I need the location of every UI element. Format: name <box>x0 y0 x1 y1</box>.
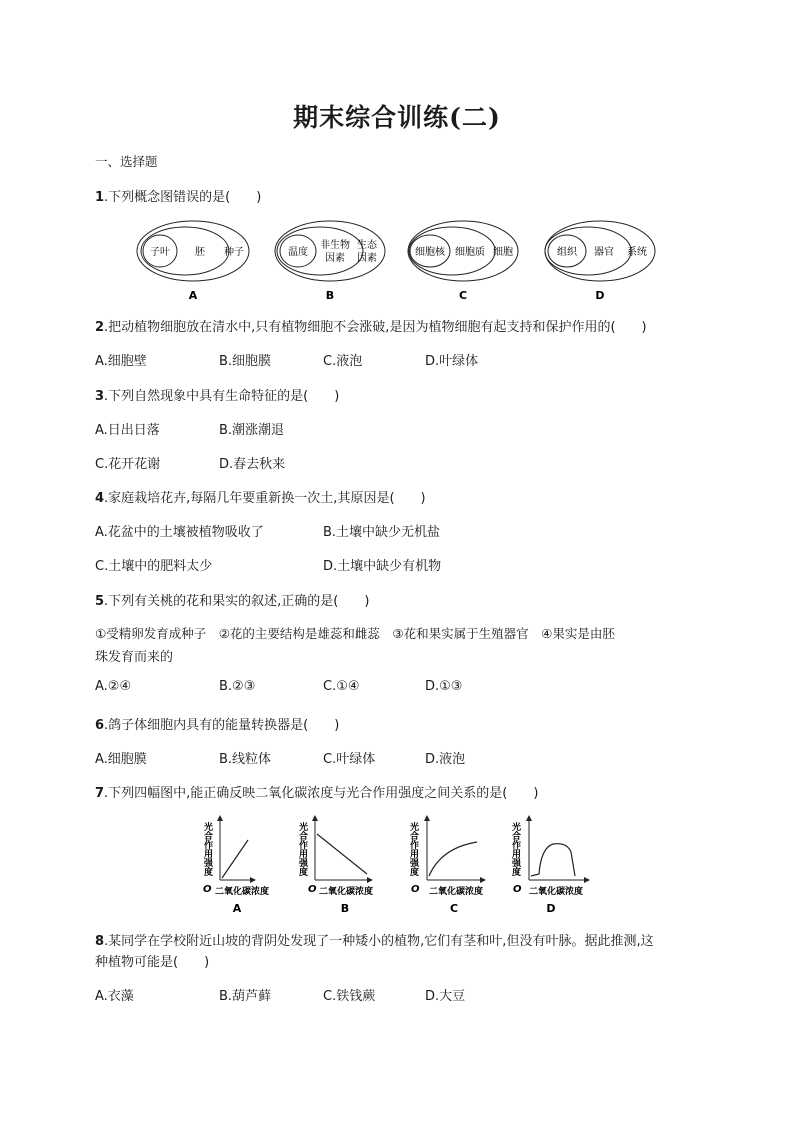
option-a[interactable]: A.衣藻 <box>95 989 134 1004</box>
option-d[interactable]: D.叶绿体 <box>425 354 479 369</box>
diagram-d-label: D <box>595 289 605 302</box>
question-text: .下列概念图错误的是( ) <box>104 190 262 205</box>
diagram-d-outer: 系统 <box>627 247 647 258</box>
graph-b <box>297 818 373 915</box>
question-number: 5 <box>95 594 105 609</box>
option-d[interactable]: D.土壤中缺少有机物 <box>323 559 442 574</box>
diagram-a-label: A <box>188 289 198 302</box>
option-c[interactable]: C.花开花谢 <box>95 457 161 472</box>
question-4 <box>95 487 426 506</box>
concept-diagram-d <box>545 221 655 302</box>
question-text: .下列四幅图中,能正确反映二氧化碳浓度与光合作用强度之间关系的是( ) <box>104 786 539 801</box>
question-number: 1 <box>95 190 105 205</box>
option-d[interactable]: D.①③ <box>425 679 463 694</box>
question-text: .鸽子体细胞内具有的能量转换器是( ) <box>104 718 340 733</box>
diagram-b-outer-line1: 生态 <box>357 240 377 251</box>
option-a[interactable]: A.日出日落 <box>95 423 160 438</box>
graph-a-ylabel: 光合作用强度 <box>202 822 212 876</box>
option-a[interactable]: A.②④ <box>95 679 132 694</box>
graph-c <box>408 818 483 915</box>
diagram-c-middle: 细胞质 <box>455 247 485 258</box>
graph-a-xlabel: 二氧化碳浓度 <box>215 887 270 897</box>
diagram-c-outer: 细胞 <box>493 247 513 258</box>
option-a[interactable]: A.花盆中的土壤被植物吸收了 <box>95 525 264 540</box>
graph-b-xlabel: 二氧化碳浓度 <box>319 887 374 897</box>
graph-b-origin: O <box>308 884 317 895</box>
question-8-line-2: 种植物可能是( ) <box>95 955 210 970</box>
option-b[interactable]: B.土壤中缺少无机盐 <box>323 525 441 540</box>
option-d[interactable]: D.液泡 <box>425 752 466 767</box>
question-number: 8 <box>95 934 105 949</box>
question-2 <box>95 316 647 335</box>
graph-c-xlabel: 二氧化碳浓度 <box>429 887 484 897</box>
option-c[interactable]: C.土壤中的肥料太少 <box>95 559 213 574</box>
question-1 <box>95 186 261 205</box>
graph-d-xlabel: 二氧化碳浓度 <box>529 887 584 897</box>
diagram-b-outer-line2: 因素 <box>357 253 377 264</box>
option-a[interactable]: A.细胞壁 <box>95 354 147 369</box>
option-d[interactable]: D.大豆 <box>425 989 466 1004</box>
graph-a-origin: O <box>203 884 212 895</box>
option-b[interactable]: B.细胞膜 <box>219 354 272 369</box>
question-text: .下列有关桃的花和果实的叙述,正确的是( ) <box>104 594 370 609</box>
concept-diagram-b <box>275 221 385 302</box>
graph-d-ylabel: 光合作用强度 <box>510 822 520 876</box>
concept-diagram-a <box>137 221 249 302</box>
graph-a <box>202 818 269 915</box>
question-5 <box>95 590 369 609</box>
question-text: .某同学在学校附近山坡的背阴处发现了一种矮小的植物,它们有茎和叶,但没有叶脉。据此推测,这 <box>104 934 654 949</box>
option-a[interactable]: A.细胞膜 <box>95 752 147 767</box>
option-b[interactable]: B.②③ <box>219 679 256 694</box>
diagram-b-inner: 温度 <box>288 247 308 258</box>
option-c[interactable]: C.液泡 <box>323 354 363 369</box>
graph-c-ylabel: 光合作用强度 <box>408 822 418 876</box>
diagram-c-label: C <box>458 289 468 302</box>
question-8 <box>95 930 654 949</box>
graph-d <box>510 818 587 915</box>
option-c[interactable]: C.铁钱蕨 <box>323 989 376 1004</box>
option-b[interactable]: B.潮涨潮退 <box>219 423 285 438</box>
section-heading: 一、选择题 <box>95 154 158 169</box>
option-c[interactable]: C.①④ <box>323 679 360 694</box>
concept-diagrams <box>130 218 670 308</box>
option-b[interactable]: B.葫芦藓 <box>219 989 272 1004</box>
page-title: 期末综合训练(二) <box>293 103 501 132</box>
diagram-d-inner: 组织 <box>557 247 577 258</box>
question-number: 7 <box>95 786 105 801</box>
question-3 <box>95 385 339 404</box>
question-number: 3 <box>95 389 105 404</box>
graph-b-ylabel: 光合作用强度 <box>297 822 307 876</box>
question-6 <box>95 714 339 733</box>
question-number: 2 <box>95 320 105 335</box>
question-number: 6 <box>95 718 105 733</box>
option-c[interactable]: C.叶绿体 <box>323 752 376 767</box>
graph-a-label: A <box>232 902 242 915</box>
diagram-d-middle: 器官 <box>594 247 614 258</box>
graph-d-label: D <box>546 902 556 915</box>
diagram-a-middle: 胚 <box>195 247 205 258</box>
statement-line-1: ①受精卵发育成种子 ②花的主要结构是雄蕊和雌蕊 ③花和果实属于生殖器官 ④果实是由胚 <box>95 626 615 641</box>
statement-line-2: 珠发育而来的 <box>95 650 174 665</box>
graph-c-label: C <box>449 902 459 915</box>
graph-b-label: B <box>340 902 350 915</box>
diagram-a-inner: 子叶 <box>150 247 170 258</box>
option-d[interactable]: D.春去秋来 <box>219 457 286 472</box>
graph-c-origin: O <box>411 884 420 895</box>
question-text: .下列自然现象中具有生命特征的是( ) <box>104 389 340 404</box>
diagram-b-middle-line2: 因素 <box>325 253 345 264</box>
co2-graphs <box>195 812 605 917</box>
option-b[interactable]: B.线粒体 <box>219 752 272 767</box>
concept-diagram-c <box>408 221 518 302</box>
question-text: .把动植物细胞放在清水中,只有植物细胞不会涨破,是因为植物细胞有起支持和保护作用的( ) <box>104 320 647 335</box>
diagram-b-middle-line1: 非生物 <box>320 240 350 251</box>
diagram-a-outer: 种子 <box>224 247 244 258</box>
graph-d-origin: O <box>513 884 522 895</box>
diagram-b-label: B <box>325 289 335 302</box>
question-7 <box>95 782 538 801</box>
diagram-c-inner: 细胞核 <box>415 247 445 258</box>
question-number: 4 <box>95 491 105 506</box>
question-text: .家庭栽培花卉,每隔几年要重新换一次土,其原因是( ) <box>104 491 426 506</box>
